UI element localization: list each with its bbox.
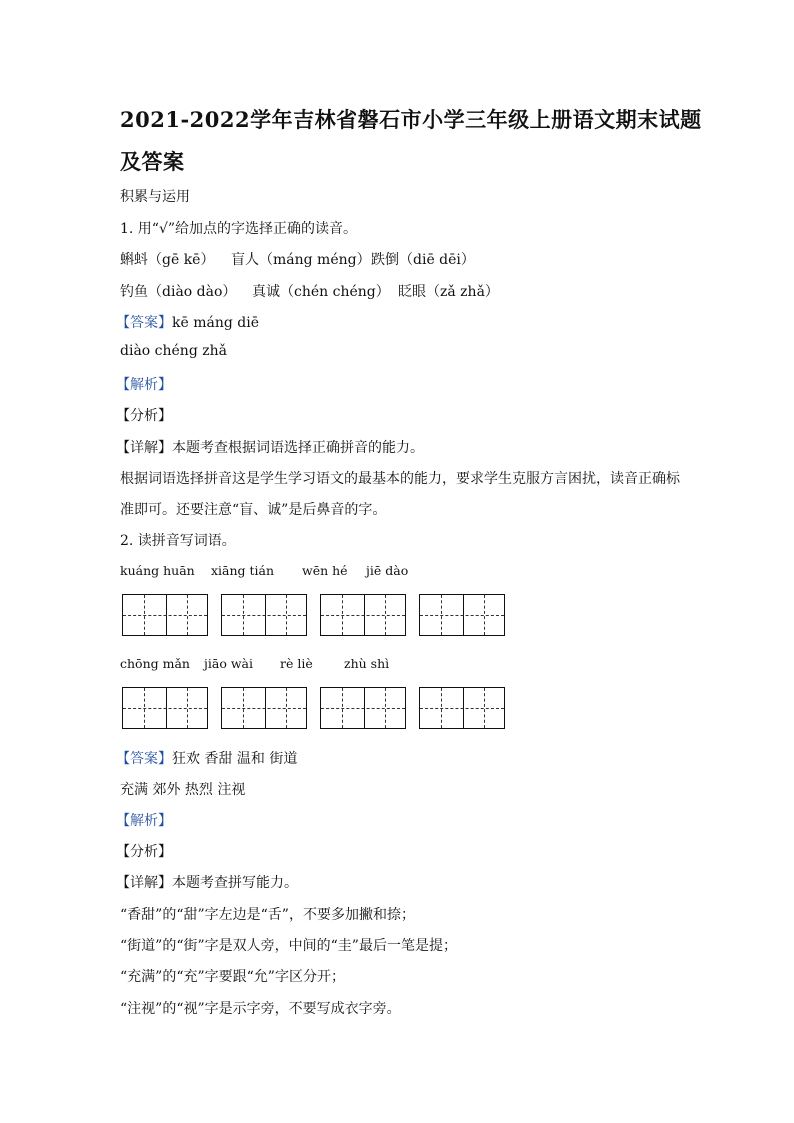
q2-detail (116, 872, 298, 892)
q1-option-4: 钓鱼（diào dào） (120, 284, 237, 300)
q2-pinyin-4: jiē dào (366, 563, 409, 578)
q1-answer (116, 312, 259, 332)
q2-pinyin-7: rè liè (280, 656, 313, 671)
doc-title-line-2: 及答案 (120, 149, 185, 174)
q2-note-4: “注视”的“视”字是示字旁，不要写成衣字旁。 (120, 1001, 401, 1017)
writing-box[interactable] (122, 594, 208, 636)
doc-title-line-1: 2021-2022学年吉林省磐石市小学三年级上册语文期末试题 (120, 107, 702, 132)
q1-jiexi-tag: 【解析】 (116, 377, 172, 393)
writing-box[interactable] (221, 687, 307, 729)
q2-detail-text: 本题考查拼写能力。 (172, 875, 298, 891)
q2-answer-line-2: 充满 郊外 热烈 注视 (120, 782, 246, 798)
q1-option-6: 眨眼（zǎ zhǎ） (398, 284, 499, 300)
q1-para-2: 准即可。还要注意“盲、诚”是后鼻音的字。 (120, 502, 387, 518)
q1-answer-line-1: kē máng diē (172, 315, 259, 331)
q2-pinyin-3: wēn hé (302, 563, 348, 578)
q1-answer-line-2: diào chéng zhǎ (120, 343, 227, 359)
q1-option-1: 蝌蚪（gē kē） (120, 252, 215, 268)
q2-pinyin-8: zhù shì (344, 656, 390, 671)
q1-option-3: 跌倒（diē dēi） (371, 252, 475, 268)
q2-answer (116, 748, 297, 768)
q1-option-2: 盲人（máng méng） (231, 252, 371, 268)
q1-question: 1. 用“√”给加点的字选择正确的读音。 (120, 221, 358, 237)
q1-option-5: 真诚（chén chéng） (252, 284, 390, 300)
writing-box[interactable] (122, 687, 208, 729)
q2-pinyin-6: jiāo wài (204, 656, 253, 671)
q1-detail (116, 437, 424, 457)
section-heading: 积累与运用 (120, 189, 190, 205)
writing-box[interactable] (419, 594, 505, 636)
answer-tag: 【答案】 (116, 315, 172, 331)
writing-box[interactable] (320, 594, 406, 636)
q2-fenxi-tag: 【分析】 (116, 844, 172, 860)
writing-box[interactable] (419, 687, 505, 729)
q2-answer-line-1: 狂欢 香甜 温和 街道 (172, 751, 298, 767)
writing-box[interactable] (221, 594, 307, 636)
answer-tag: 【答案】 (116, 751, 172, 767)
q2-pinyin-2: xiāng tián (211, 563, 275, 578)
q2-question: 2. 读拼音写词语。 (120, 533, 236, 549)
q2-writing-grid-row-2 (122, 687, 506, 729)
detail-tag: 【详解】 (116, 440, 172, 456)
q2-writing-grid-row-1 (122, 594, 506, 636)
q1-para-1: 根据词语选择拼音这是学生学习语文的最基本的能力，要求学生克服方言困扰，读音正确标 (120, 471, 680, 487)
q2-pinyin-5: chōng mǎn (120, 656, 190, 671)
q1-detail-text: 本题考查根据词语选择正确拼音的能力。 (172, 440, 424, 456)
q2-note-1: “香甜”的“甜”字左边是“舌”，不要多加撇和捺； (120, 907, 415, 923)
q2-note-3: “充满”的“充”字要跟“允”字区分开； (120, 969, 345, 985)
q2-note-2: “街道”的“街”字是双人旁，中间的“圭”最后一笔是提； (120, 938, 457, 954)
q2-jiexi-tag: 【解析】 (116, 813, 172, 829)
q1-fenxi-tag: 【分析】 (116, 408, 172, 424)
writing-box[interactable] (320, 687, 406, 729)
detail-tag: 【详解】 (116, 875, 172, 891)
q2-pinyin-1: kuáng huān (120, 563, 195, 578)
